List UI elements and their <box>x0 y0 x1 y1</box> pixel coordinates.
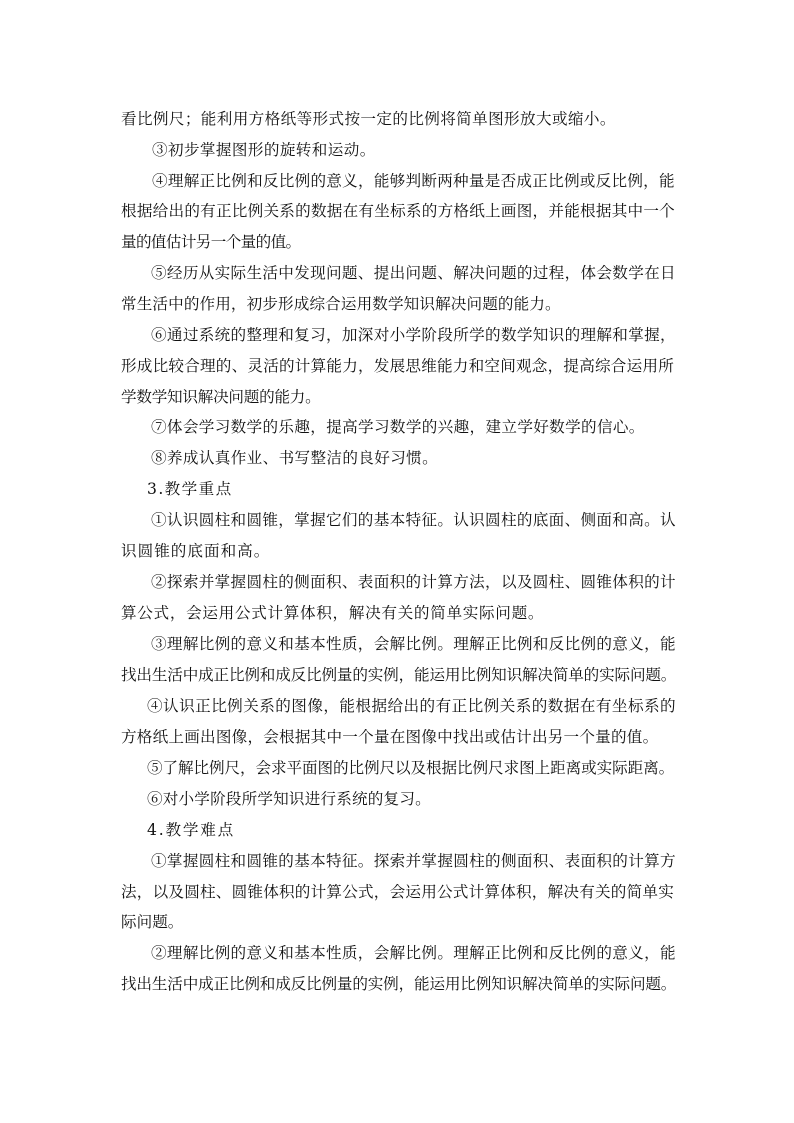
text-line: ⑧养成认真作业、书写整洁的良好习惯。 <box>151 449 439 467</box>
text-line: ⑦体会学习数学的乐趣，提高学习数学的兴趣，建立学好数学的信心。 <box>151 418 645 436</box>
text-line: 际问题。 <box>121 913 184 931</box>
text-line: ③理解比例的意义和基本性质，会解比例。理解正比例和反比例的意义，能 <box>151 635 676 653</box>
text-line: 形成比较合理的、灵活的计算能力，发展思维能力和空间观念，提高综合运用所 <box>121 357 674 375</box>
text-line: 算公式，会运用公式计算体积，解决有关的简单实际问题。 <box>121 604 545 622</box>
text-line: ④理解正比例和反比例的意义，能够判断两种量是否成正比例或反比例，能 <box>152 172 675 190</box>
text-line: ①掌握圆柱和圆锥的基本特征。探索并掌握圆柱的侧面积、表面积的计算方 <box>151 852 676 870</box>
text-line: 3.教学重点 <box>147 480 233 498</box>
text-line: 找出生活中成正比例和成反比例量的实例，能运用比例知识解决简单的实际问题。 <box>121 975 677 993</box>
text-line: ③初步掌握图形的旋转和运动。 <box>152 141 376 159</box>
text-line: 根据给出的有正比例关系的数据在有坐标系的方格纸上画图，并能根据其中一个 <box>121 202 676 220</box>
text-line: 找出生活中成正比例和成反比例量的实例，能运用比例知识解决简单的实际问题。 <box>121 666 677 684</box>
text-line: 看比例尺；能利用方格纸等形式按一定的比例将简单图形放大或缩小。 <box>121 110 616 128</box>
text-line: 量的值估计另一个量的值。 <box>121 233 301 251</box>
text-line: ②理解比例的意义和基本性质，会解比例。理解正比例和反比例的意义，能 <box>151 944 676 962</box>
text-line: ⑥对小学阶段所学知识进行系统的复习。 <box>147 790 431 808</box>
text-line: 学数学知识解决问题的能力。 <box>121 388 321 406</box>
text-line: 4.教学难点 <box>147 821 236 839</box>
text-line: ⑥通过系统的整理和复习，加深对小学阶段所学的数学知识的理解和掌握， <box>151 326 676 344</box>
text-line: 方格纸上画出图像，会根据其中一个量在图像中找出或估计出另一个量的值。 <box>121 728 659 746</box>
text-line: 法，以及圆柱、圆锥体积的计算公式，会运用公式计算体积，解决有关的简单实 <box>121 883 674 901</box>
text-line: ④认识正比例关系的图像，能根据给出的有正比例关系的数据在有坐标系的 <box>147 697 677 715</box>
text-line: ①认识圆柱和圆锥，掌握它们的基本特征。认识圆柱的底面、侧面和高。认 <box>151 511 676 529</box>
text-line: ②探索并掌握圆柱的侧面积、表面积的计算方法，以及圆柱、圆锥体积的计 <box>151 573 676 591</box>
text-line: 常生活中的作用，初步形成综合运用数学知识解决问题的能力。 <box>121 295 561 313</box>
text-line: ⑤了解比例尺，会求平面图的比例尺以及根据比例尺求图上距离或实际距离。 <box>147 759 675 777</box>
text-line: ⑤经历从实际生活中发现问题、提出问题、解决问题的过程，体会数学在日 <box>151 264 676 282</box>
text-line: 识圆锥的底面和高。 <box>121 542 271 560</box>
